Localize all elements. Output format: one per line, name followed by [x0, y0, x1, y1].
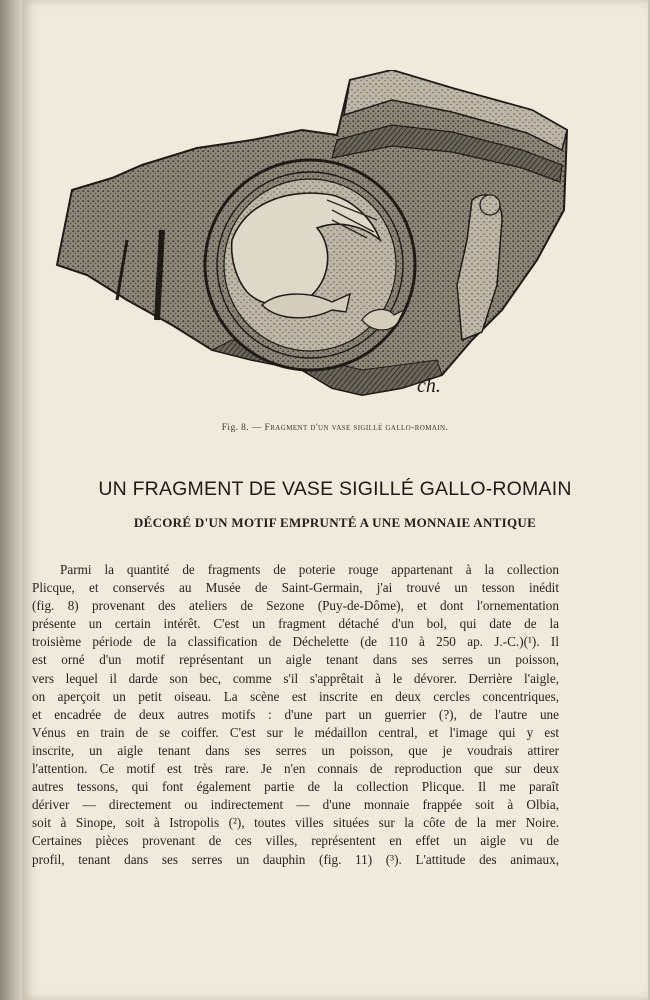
- vase-fragment-illustration: [32, 70, 572, 415]
- figure-caption-text: Fragment d'un vase sigillé gallo-romain.: [264, 423, 449, 433]
- article-body: [32, 561, 559, 869]
- body-line: troisième période de la classification de Déchelette (de 110 à 250 ap. J.-C.)(¹). Il: [32, 634, 559, 650]
- body-line: et encadrée de deux autres motifs : d'une part un guerrier (?), de l'autre une: [32, 706, 559, 722]
- body-line: dériver — directement ou indirectement — d'une monnaie frappée soit à Olbia,: [32, 797, 559, 813]
- body-line: vers lequel il darde son bec, comme s'il s'apprêtait à le dévorer. Derrière l'aigle,: [32, 670, 559, 686]
- body-line: l'attention. Ce motif est très rare. Je n'en connais de reproduction que sur deux: [32, 761, 559, 777]
- body-line: (fig. 8) provenant des ateliers de Sezone (Puy-de-Dôme), et dont l'ornementation: [32, 598, 559, 614]
- body-line: Parmi la quantité de fragments de poterie rouge appartenant à la collection: [60, 562, 559, 577]
- body-line: soit à Sinope, soit à Istropolis (²), toutes villes situées sur la côte de la mer Noire.: [32, 815, 559, 831]
- body-line: autres tessons, qui font également partie de la collection Plicque. Il me paraît: [32, 779, 559, 795]
- body-line: profil, tenant dans ses serres un dauphin (fig. 11) (³). L'attitude des animaux,: [32, 851, 559, 867]
- body-line: Certaines pièces provenant de ces villes, représentent en effet un aigle vu de: [32, 833, 559, 849]
- artist-signature: ch.: [417, 375, 441, 397]
- article-title: UN FRAGMENT DE VASE SIGILLÉ GALLO-ROMAIN: [98, 478, 572, 500]
- body-line: Plicque, et conservés au Musée de Saint-Germain, j'ai trouvé un tesson inédit: [32, 580, 559, 596]
- body-line: est orné d'un motif représentant un aigle tenant dans ses serres un poisson,: [32, 652, 559, 668]
- body-line: présente un certain intérêt. C'est un fragment détaché d'un bol, qui date de la: [32, 616, 559, 632]
- figure-caption-number: Fig. 8. —: [221, 423, 262, 433]
- body-line: on aperçoit un petit oiseau. La scène est inscrite en deux cercles concentriques,: [32, 688, 559, 704]
- figure-caption: [22, 423, 648, 433]
- body-line: Vénus en train de se coiffer. C'est sur le médaillon central, et l'image qui y est: [32, 724, 559, 740]
- body-line: inscrite, un aigle tenant dans ses serres un poisson, que je voudrais attirer: [32, 742, 559, 758]
- book-gutter: [0, 0, 22, 1000]
- book-page: [22, 0, 648, 1000]
- article-subtitle: DÉCORÉ D'UN MOTIF EMPRUNTÉ A UNE MONNAIE ANTIQUE: [133, 515, 537, 530]
